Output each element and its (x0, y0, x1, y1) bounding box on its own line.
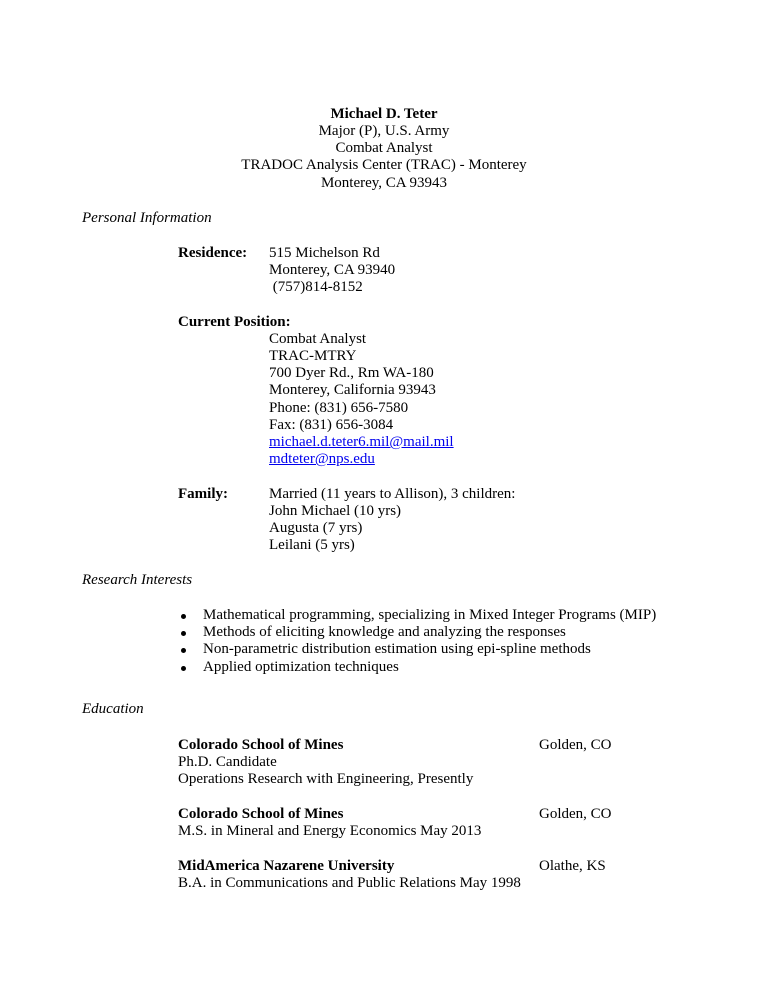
family-label: Family: (178, 486, 228, 502)
education-location: Olathe, KS (539, 858, 606, 874)
position-line: Combat Analyst (269, 331, 367, 347)
family-line: Augusta (7 yrs) (269, 520, 363, 536)
research-interest-item: Mathematical programming, specializing in Mixed Integer Programs (MIP) (203, 607, 657, 623)
education-location: Golden, CO (539, 806, 612, 822)
position-fax: Fax: (831) 656-3084 (269, 417, 394, 433)
residence-label: Residence: (178, 245, 248, 261)
current-position-label: Current Position: (178, 314, 291, 330)
section-heading-personal: Personal Information (82, 210, 212, 226)
resume-job-title: Combat Analyst (335, 140, 433, 156)
research-interest-item: Applied optimization techniques (203, 659, 399, 675)
bullet-icon (181, 666, 186, 671)
resume-name: Michael D. Teter (330, 106, 438, 122)
education-school: Colorado School of Mines (178, 806, 344, 822)
family-line: Leilani (5 yrs) (269, 537, 355, 553)
residence-phone: (757)814-8152 (269, 279, 363, 295)
section-heading-education: Education (82, 701, 144, 717)
position-line: TRAC-MTRY (269, 348, 357, 364)
education-school: MidAmerica Nazarene University (178, 858, 395, 874)
research-interest-item: Non-parametric distribution estimation using epi-spline methods (203, 641, 591, 657)
education-detail: M.S. in Mineral and Energy Economics May 2013 (178, 823, 482, 839)
family-line: Married (11 years to Allison), 3 children: (269, 486, 516, 502)
position-line: Monterey, California 93943 (269, 382, 436, 398)
education-detail: Ph.D. Candidate (178, 754, 277, 770)
resume-organization: TRADOC Analysis Center (TRAC) - Monterey (241, 157, 527, 173)
section-heading-research: Research Interests (82, 572, 193, 588)
education-location: Golden, CO (539, 737, 612, 753)
education-detail: Operations Research with Engineering, Presently (178, 771, 474, 787)
residence-line: Monterey, CA 93940 (269, 262, 396, 278)
residence-line: 515 Michelson Rd (269, 245, 380, 261)
position-line: 700 Dyer Rd., Rm WA-180 (269, 365, 434, 381)
email-link-mil[interactable]: michael.d.teter6.mil@mail.mil (269, 434, 454, 450)
resume-rank: Major (P), U.S. Army (318, 123, 450, 139)
education-detail: B.A. in Communications and Public Relations May 1998 (178, 875, 521, 891)
bullet-icon (181, 631, 186, 636)
bullet-icon (181, 648, 186, 653)
email-link-nps[interactable]: mdteter@nps.edu (269, 451, 375, 467)
bullet-icon (181, 614, 186, 619)
position-phone: Phone: (831) 656-7580 (269, 400, 409, 416)
education-school: Colorado School of Mines (178, 737, 344, 753)
family-line: John Michael (10 yrs) (269, 503, 402, 519)
resume-city: Monterey, CA 93943 (320, 175, 448, 191)
research-interest-item: Methods of eliciting knowledge and analyzing the responses (203, 624, 566, 640)
